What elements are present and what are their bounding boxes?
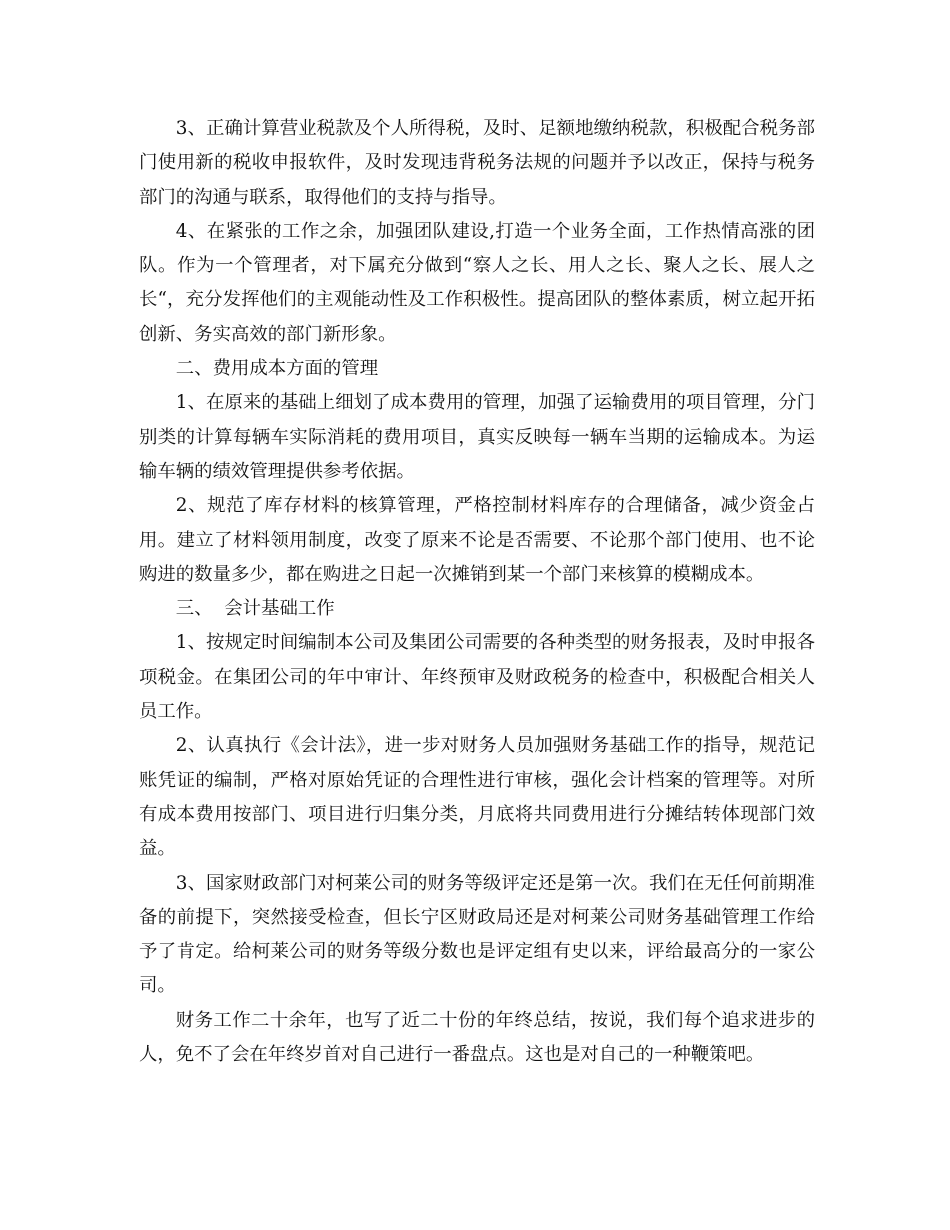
document-body (139, 112, 815, 1072)
section-heading-cost-management: 二、费用成本方面的管理 (175, 358, 379, 380)
paragraph-tax-item-3: 3、正确计算营业税款及个人所得税，及时、足额地缴纳税款，积极配合税务部门使用新的税收申报软件，及时发现违背税务法规的问题并予以改正，保持与税务部门的沟通与联系，取得他们的支持与指导。 (139, 118, 815, 208)
paragraph-accounting-item-2: 2、认真执行《会计法》，进一步对财务人员加强财务基础工作的指导，规范记账凭证的编制，严格对原始凭证的合理性进行审核，强化会计档案的管理等。对所有成本费用按部门、项目进行归集分类，月底将共同费用进行分摊结转体现部门效益。 (139, 735, 815, 860)
paragraph-cost-item-1: 1、在原来的基础上细划了成本费用的管理，加强了运输费用的项目管理，分门别类的计算每辆车实际消耗的费用项目，真实反映每一辆车当期的运输成本。为运输车辆的绩效管理提供参考依据。 (139, 392, 815, 482)
paragraph-team-item-4: 4、在紧张的工作之余，加强团队建设,打造一个业务全面，工作热情高涨的团队。作为一个管理者，对下属充分做到“察人之长、用人之长、聚人之长、展人之长“，充分发挥他们的主观能动性及工作积极性。提高团队的整体素质，树立起开拓创新、务实高效的部门新形象。 (139, 220, 815, 345)
section-heading-accounting-basics: 三、 会计基础工作 (175, 598, 335, 620)
paragraph-accounting-item-3: 3、国家财政部门对柯莱公司的财务等级评定还是第一次。我们在无任何前期准备的前提下，突然接受检查，但长宁区财政局还是对柯莱公司财务基础管理工作给予了肯定。给柯莱公司的财务等级分数也是评定组有史以来，评给最高分的一家公司。 (139, 872, 815, 997)
paragraph-closing: 财务工作二十余年，也写了近二十份的年终总结，按说，我们每个追求进步的人，免不了会在年终岁首对自己进行一番盘点。这也是对自己的一种鞭策吧。 (139, 1009, 815, 1066)
paragraph-cost-item-2: 2、规范了库存材料的核算管理，严格控制材料库存的合理储备，减少资金占用。建立了材料领用制度，改变了原来不论是否需要、不论那个部门使用、也不论购进的数量多少，都在购进之日起一次摊销到某一个部门来核算的模糊成本。 (139, 495, 815, 585)
paragraph-accounting-item-1: 1、按规定时间编制本公司及集团公司需要的各种类型的财务报表，及时申报各项税金。在集团公司的年中审计、年终预审及财政税务的检查中，积极配合相关人员工作。 (139, 632, 815, 723)
